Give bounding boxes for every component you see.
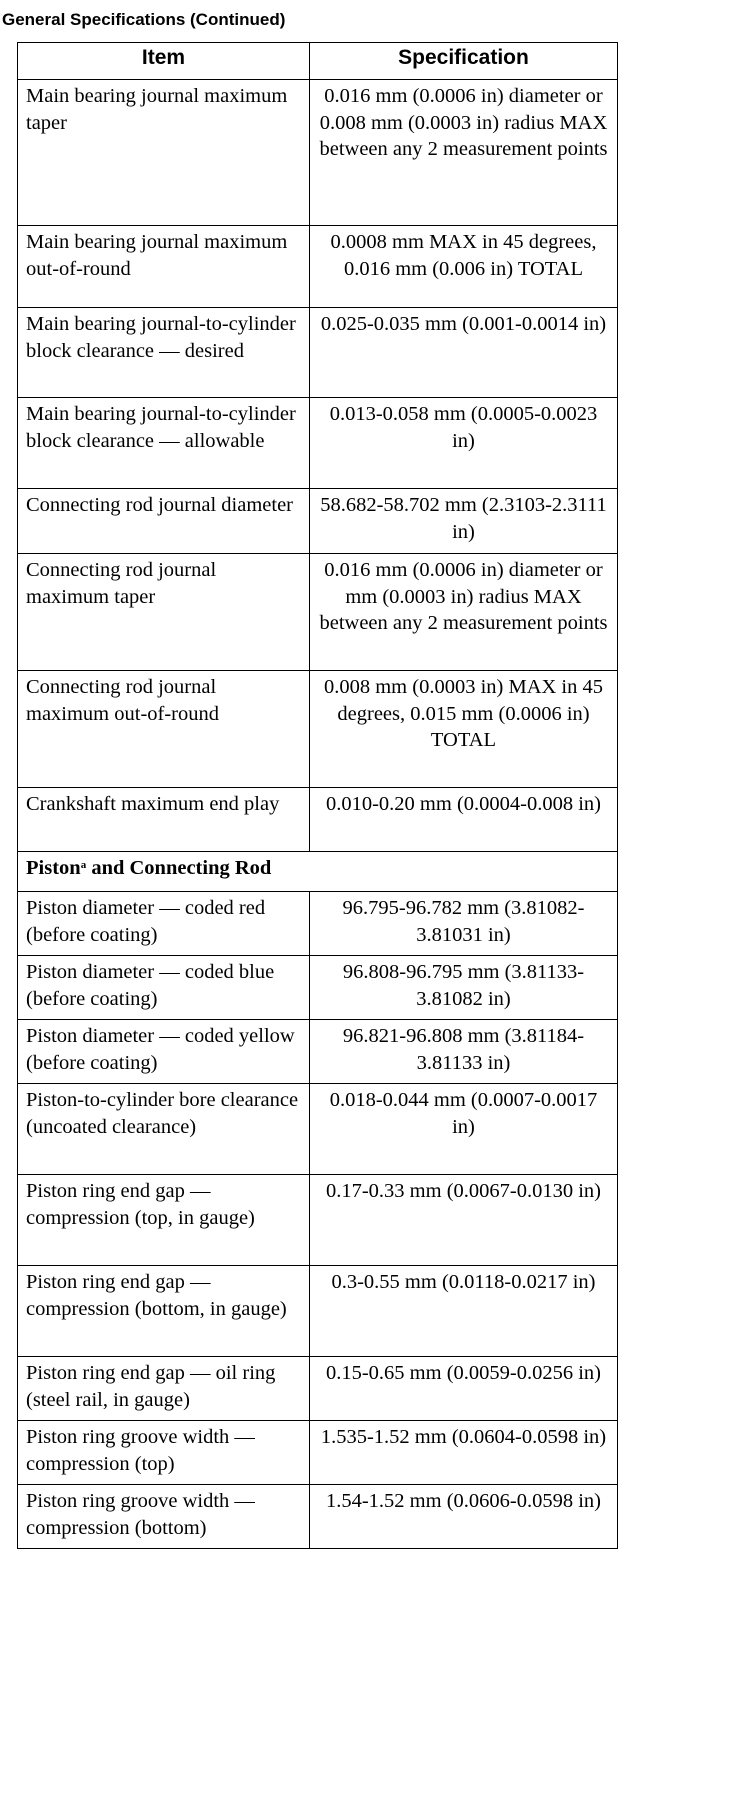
item-cell: Piston ring end gap — compression (bottom, in gauge) (18, 1266, 310, 1357)
item-cell: Connecting rod journal diameter (18, 489, 310, 554)
table-row (18, 1485, 618, 1549)
table-row (18, 1266, 618, 1357)
spec-cell: 96.821-96.808 mm (3.81184-3.81133 in) (310, 1020, 618, 1084)
table-row (18, 671, 618, 788)
item-cell: Piston ring groove width — compression (bottom) (18, 1485, 310, 1549)
section-header-row (18, 852, 618, 892)
item-cell: Piston ring end gap — compression (top, in gauge) (18, 1175, 310, 1266)
spec-cell: 1.54-1.52 mm (0.0606-0.0598 in) (310, 1485, 618, 1549)
table-row (18, 226, 618, 308)
spec-cell: 0.016 mm (0.0006 in) diameter or mm (0.0003 in) radius MAX between any 2 measurement points (310, 554, 618, 671)
table-row (18, 489, 618, 554)
table-row (18, 80, 618, 226)
table-row (18, 956, 618, 1020)
footnote-marker: a (80, 859, 87, 871)
spec-cell: 0.0008 mm MAX in 45 degrees, 0.016 mm (0.006 in) TOTAL (310, 226, 618, 308)
spec-cell: 58.682-58.702 mm (2.3103-2.3111 in) (310, 489, 618, 554)
item-cell: Main bearing journal maximum out-of-round (18, 226, 310, 308)
spec-cell: 0.013-0.058 mm (0.0005-0.0023 in) (310, 398, 618, 489)
item-cell: Main bearing journal-to-cylinder block clearance — allowable (18, 398, 310, 489)
spec-cell: 0.016 mm (0.0006 in) diameter or 0.008 mm (0.0003 in) radius MAX between any 2 measurement points (310, 80, 618, 226)
table-header-row (18, 43, 618, 80)
spec-cell: 0.17-0.33 mm (0.0067-0.0130 in) (310, 1175, 618, 1266)
spec-cell: 0.3-0.55 mm (0.0118-0.0217 in) (310, 1266, 618, 1357)
page-title: General Specifications (Continued) (2, 10, 286, 29)
item-cell: Piston ring groove width — compression (top) (18, 1421, 310, 1485)
spec-cell: 96.795-96.782 mm (3.81082-3.81031 in) (310, 892, 618, 956)
item-cell: Piston diameter — coded red (before coating) (18, 892, 310, 956)
section-title-part1: Piston (26, 857, 81, 879)
item-cell: Connecting rod journal maximum out-of-round (18, 671, 310, 788)
item-cell: Piston ring end gap — oil ring (steel rail, in gauge) (18, 1357, 310, 1421)
spec-cell: 0.008 mm (0.0003 in) MAX in 45 degrees, 0.015 mm (0.0006 in) TOTAL (310, 671, 618, 788)
table-row (18, 398, 618, 489)
spec-cell: 96.808-96.795 mm (3.81133-3.81082 in) (310, 956, 618, 1020)
table-row (18, 1421, 618, 1485)
table-row (18, 554, 618, 671)
table-row (18, 892, 618, 956)
spec-cell: 1.535-1.52 mm (0.0604-0.0598 in) (310, 1421, 618, 1485)
section-title (18, 852, 618, 892)
table-row (18, 1020, 618, 1084)
spec-cell: 0.010-0.20 mm (0.0004-0.008 in) (310, 788, 618, 852)
table-row (18, 788, 618, 852)
item-cell: Piston-to-cylinder bore clearance (uncoated clearance) (18, 1084, 310, 1175)
spec-cell: 0.15-0.65 mm (0.0059-0.0256 in) (310, 1357, 618, 1421)
table-row (18, 1175, 618, 1266)
item-cell: Main bearing journal maximum taper (18, 80, 310, 226)
spec-cell: 0.025-0.035 mm (0.001-0.0014 in) (310, 308, 618, 398)
spec-cell: 0.018-0.044 mm (0.0007-0.0017 in) (310, 1084, 618, 1175)
item-cell: Piston diameter — coded blue (before coating) (18, 956, 310, 1020)
table-row (18, 1357, 618, 1421)
table-row (18, 308, 618, 398)
section-title-part2: and Connecting Rod (86, 857, 272, 879)
item-cell: Connecting rod journal maximum taper (18, 554, 310, 671)
item-cell: Crankshaft maximum end play (18, 788, 310, 852)
item-cell: Main bearing journal-to-cylinder block clearance — desired (18, 308, 310, 398)
table-row (18, 1084, 618, 1175)
column-header-specification: Specification (310, 43, 618, 80)
item-cell: Piston diameter — coded yellow (before coating) (18, 1020, 310, 1084)
specifications-table (17, 42, 618, 1549)
column-header-item: Item (18, 43, 310, 80)
